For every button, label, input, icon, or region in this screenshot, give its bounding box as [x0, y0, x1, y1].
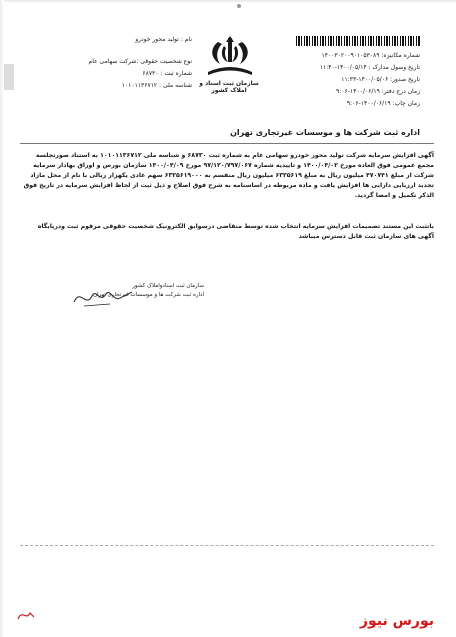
doc-receive-date: تاریخ وسول مدارک : ۱۴۰۰/۰۵/۱۴-۱۱:۴۰ — [319, 64, 420, 71]
scan-mark — [4, 64, 14, 90]
scan-edge-top — [0, 0, 456, 3]
announcement-paragraph: آگهی افزایش سرمایه شرکت تولید محور خودرو سهامی عام به شماره ثبت ۶۸۷۳۰ و شناسه ملی ۱۰۱۰۱۱۳۶۷۱۲ به استناد صورتجلسه مجمع عمومی فوق العاده مورخ ۱۴۰۰/۰۴/۰۲ و تاییدیه شماره ۹۷/۱۲۰/۷۹۷/۰۶۷ مورخ ۱۴۰۰/۰۴/۰۹ سازمان بورس و اوراق بهادار سرمایه شرکت از مبلغ ۴۷۰۷۴۱ میلیون ریال به مبلغ ۶۳۲۵۶۱۹ میلیون ریال منقسم به ۶۳۲۵۶۱۹۰۰۰ سهم عادی یکهزار ریالی با نام از محل مازاد تجدید ارزیابی دارایی ها افزایش یافت و ماده مربوطه در اساسنامه به شرح فوق اصلاح و ذیل ثبت از لحاظ افزایش سرمایه در تاریخ فوق الذکر تکمیل و امضا گردید. — [23, 152, 434, 199]
divider-top — [20, 143, 434, 144]
iran-emblem-icon — [200, 32, 260, 82]
scan-dot — [237, 4, 241, 8]
print-time: زمان چاپ: ۱۴۰۰/۰۶/۱۹-۹:۰۶ — [346, 100, 420, 107]
barcode-icon — [296, 36, 420, 46]
office-title: اداره ثبت شرکت ها و موسسات غیرتجاری تهران — [230, 128, 420, 137]
issue-date: تاریخ صدور: ۱۴۰۰/۰۵/۰۶-۱۱:۳۳ — [341, 76, 420, 83]
national-id: شناسه ملی : ۱۰۱۰۱۱۳۶۷۱۲ — [121, 82, 192, 89]
org-name: سازمان ثبت اسناد و املاک کشور — [199, 80, 259, 94]
scan-mark-icon — [16, 607, 36, 623]
company-name: نام : تولید محور خودرو — [135, 36, 192, 43]
legal-type: نوع شخصیت حقوقی :شرکت سهامی عام — [88, 58, 192, 65]
scan-edge-left — [0, 0, 4, 637]
signature-line-1: سازمان ثبت اسنادواملاک کشور — [132, 283, 204, 289]
letter-number: شماره مکانیزه: ۱۴۰۰۳۰۲۰۰۹۰۱۰۵۳۰۸۹ — [321, 52, 420, 59]
announcement-body — [22, 151, 434, 201]
footer-logo: بورس نیوز — [359, 613, 434, 629]
signature-block — [64, 282, 204, 300]
registration-number: شماره ثبت : ۶۸۷۳۰ — [142, 70, 192, 77]
signature-line-2: اداره ثبت شرکت ها و موسسات غیرتجاری تهران — [93, 292, 204, 298]
office-entry-date: زمان درج دفتر: ۱۴۰۰/۰۶/۱۹-۹:۰۶ — [336, 88, 420, 95]
divider-bottom — [20, 545, 434, 547]
registration-note: باتثبت این مستند تصمیمات افزایش سرمایه انتخاب شده توسط متقاضی درسوابق الکترونیک شخصیت حقوقی مرقوم ثبت ودرپایگاه آگهی های سازمان ثبت قابل دسترس میباشد — [37, 223, 434, 240]
